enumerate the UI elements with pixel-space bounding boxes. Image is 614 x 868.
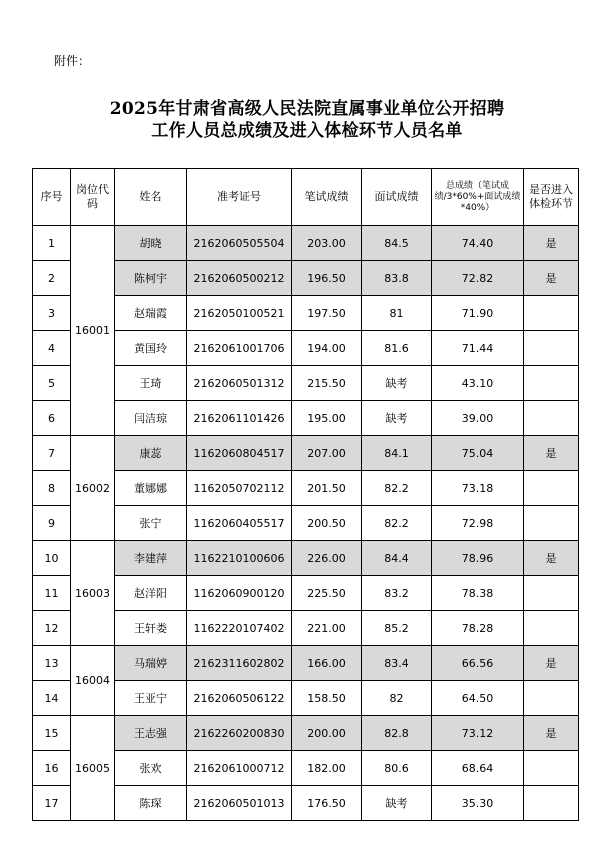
cell-name: 马瑞婷 [115,646,187,681]
cell-name: 赵洋阳 [115,576,187,611]
cell-name: 胡晓 [115,226,187,261]
cell-total: 78.96 [432,541,524,576]
cell-physical [524,786,579,821]
table-row [33,751,579,786]
header-ticket: 准考证号 [187,169,292,226]
cell-written: 200.00 [292,716,362,751]
cell-interview: 82 [362,681,432,716]
cell-post-code: 16004 [71,646,115,716]
table-row [33,331,579,366]
cell-total: 73.12 [432,716,524,751]
cell-physical [524,331,579,366]
header-interview: 面试成绩 [362,169,432,226]
cell-seq: 1 [33,226,71,261]
table-row [33,471,579,506]
cell-seq: 15 [33,716,71,751]
cell-seq: 16 [33,751,71,786]
cell-physical [524,506,579,541]
results-table [32,168,579,821]
table-row [33,611,579,646]
cell-written: 176.50 [292,786,362,821]
cell-seq: 3 [33,296,71,331]
cell-total: 78.38 [432,576,524,611]
cell-written: 207.00 [292,436,362,471]
cell-interview: 缺考 [362,366,432,401]
cell-ticket: 2162060506122 [187,681,292,716]
cell-interview: 84.1 [362,436,432,471]
cell-interview: 85.2 [362,611,432,646]
cell-name: 王亚宁 [115,681,187,716]
table-row [33,681,579,716]
header-total: 总成绩（笔试成绩/3*60%+面试成绩*40%） [432,169,524,226]
cell-total: 71.44 [432,331,524,366]
cell-ticket: 2162061000712 [187,751,292,786]
cell-interview: 缺考 [362,401,432,436]
cell-name: 李建萍 [115,541,187,576]
cell-name: 赵瑞霞 [115,296,187,331]
cell-ticket: 2162061101426 [187,401,292,436]
table-row [33,786,579,821]
cell-seq: 9 [33,506,71,541]
cell-total: 72.98 [432,506,524,541]
cell-ticket: 2162050100521 [187,296,292,331]
cell-ticket: 1162060900120 [187,576,292,611]
cell-physical: 是 [524,646,579,681]
table-row [33,716,579,751]
table-row [33,576,579,611]
cell-seq: 7 [33,436,71,471]
cell-total: 68.64 [432,751,524,786]
cell-ticket: 1162060405517 [187,506,292,541]
cell-interview: 81 [362,296,432,331]
cell-interview: 84.5 [362,226,432,261]
cell-total: 64.50 [432,681,524,716]
cell-post-code: 16002 [71,436,115,541]
cell-interview: 83.2 [362,576,432,611]
cell-interview: 84.4 [362,541,432,576]
cell-seq: 11 [33,576,71,611]
cell-ticket: 1162060804517 [187,436,292,471]
cell-name: 康蕊 [115,436,187,471]
cell-interview: 82.2 [362,471,432,506]
cell-physical: 是 [524,261,579,296]
cell-seq: 4 [33,331,71,366]
cell-seq: 14 [33,681,71,716]
cell-post-code: 16001 [71,226,115,436]
cell-written: 203.00 [292,226,362,261]
cell-seq: 12 [33,611,71,646]
cell-name: 张宁 [115,506,187,541]
table-row [33,226,579,261]
cell-name: 王轩娄 [115,611,187,646]
cell-total: 43.10 [432,366,524,401]
attachment-label: 附件： [54,54,91,68]
cell-physical [524,471,579,506]
table-row [33,366,579,401]
results-body [33,226,579,821]
cell-total: 75.04 [432,436,524,471]
cell-ticket: 2162260200830 [187,716,292,751]
cell-written: 201.50 [292,471,362,506]
cell-physical [524,681,579,716]
cell-ticket: 1162220107402 [187,611,292,646]
cell-name: 董娜娜 [115,471,187,506]
cell-written: 196.50 [292,261,362,296]
cell-total: 74.40 [432,226,524,261]
cell-interview: 83.4 [362,646,432,681]
cell-written: 197.50 [292,296,362,331]
cell-ticket: 2162060500212 [187,261,292,296]
cell-physical [524,401,579,436]
cell-total: 66.56 [432,646,524,681]
cell-physical [524,751,579,786]
title-line-1: 2025年甘肃省高级人民法院直属事业单位公开招聘 [109,99,505,119]
cell-physical: 是 [524,226,579,261]
cell-seq: 2 [33,261,71,296]
cell-written: 225.50 [292,576,362,611]
cell-total: 78.28 [432,611,524,646]
cell-physical [524,611,579,646]
header-name: 姓名 [115,169,187,226]
cell-post-code: 16003 [71,541,115,646]
cell-physical [524,296,579,331]
cell-written: 215.50 [292,366,362,401]
cell-total: 73.18 [432,471,524,506]
table-row [33,646,579,681]
cell-physical [524,576,579,611]
cell-name: 闫洁琼 [115,401,187,436]
cell-written: 166.00 [292,646,362,681]
cell-written: 158.50 [292,681,362,716]
header-physical: 是否进入体检环节 [524,169,579,226]
table-row [33,541,579,576]
cell-written: 221.00 [292,611,362,646]
cell-name: 黄国玲 [115,331,187,366]
header-seq: 序号 [33,169,71,226]
cell-seq: 10 [33,541,71,576]
cell-interview: 83.8 [362,261,432,296]
cell-interview: 缺考 [362,786,432,821]
cell-name: 张欢 [115,751,187,786]
cell-ticket: 2162060505504 [187,226,292,261]
cell-seq: 17 [33,786,71,821]
cell-total: 71.90 [432,296,524,331]
cell-total: 35.30 [432,786,524,821]
cell-physical: 是 [524,436,579,471]
table-row [33,401,579,436]
cell-ticket: 1162050702112 [187,471,292,506]
cell-physical: 是 [524,716,579,751]
cell-seq: 6 [33,401,71,436]
page-title [0,98,614,142]
header-post-code: 岗位代码 [71,169,115,226]
table-row [33,506,579,541]
cell-name: 王志强 [115,716,187,751]
table-row [33,436,579,471]
cell-interview: 81.6 [362,331,432,366]
cell-ticket: 2162311602802 [187,646,292,681]
cell-total: 39.00 [432,401,524,436]
cell-ticket: 1162210100606 [187,541,292,576]
cell-ticket: 2162060501013 [187,786,292,821]
cell-interview: 82.2 [362,506,432,541]
cell-written: 200.50 [292,506,362,541]
cell-physical [524,366,579,401]
cell-seq: 13 [33,646,71,681]
cell-interview: 80.6 [362,751,432,786]
cell-written: 195.00 [292,401,362,436]
header-written: 笔试成绩 [292,169,362,226]
cell-ticket: 2162061001706 [187,331,292,366]
cell-total: 72.82 [432,261,524,296]
cell-name: 陈琛 [115,786,187,821]
cell-name: 陈柯宇 [115,261,187,296]
cell-seq: 8 [33,471,71,506]
cell-seq: 5 [33,366,71,401]
cell-written: 226.00 [292,541,362,576]
cell-ticket: 2162060501312 [187,366,292,401]
cell-name: 王琦 [115,366,187,401]
title-line-2: 工作人员总成绩及进入体检环节人员名单 [151,121,463,141]
cell-interview: 82.8 [362,716,432,751]
cell-physical: 是 [524,541,579,576]
cell-written: 182.00 [292,751,362,786]
header-row [33,169,579,226]
cell-written: 194.00 [292,331,362,366]
table-row [33,296,579,331]
cell-post-code: 16005 [71,716,115,821]
table-row [33,261,579,296]
